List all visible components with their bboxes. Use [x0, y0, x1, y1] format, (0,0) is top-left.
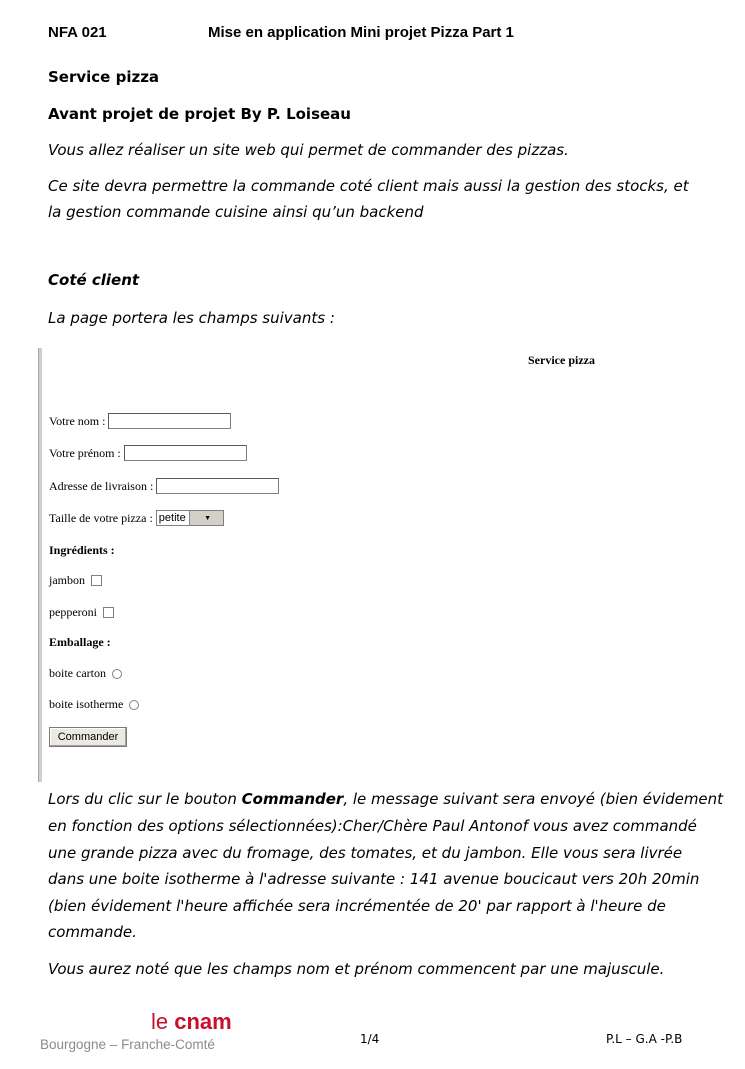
isotherme-row	[49, 697, 139, 712]
pepperoni-row	[49, 605, 114, 620]
carton-row	[49, 666, 122, 681]
isotherme-label: boite isotherme	[49, 697, 124, 711]
chevron-down-icon[interactable]: ▼	[189, 511, 223, 525]
description-line-1-end: , le message suivant sera envoyé (bien évidement	[343, 790, 724, 808]
footer-region: Bourgogne – Franche-Comté	[40, 1037, 215, 1052]
authors: P.L – G.A -P.B	[606, 1032, 683, 1046]
description-note: Vous aurez noté que les champs nom et prénom commencent par une majuscule.	[48, 960, 665, 978]
adresse-row	[49, 478, 279, 494]
intro-paragraph-2-line-2: la gestion commande cuisine ainsi qu’un backend	[48, 203, 424, 221]
isotherme-radio[interactable]	[129, 700, 139, 710]
course-code: NFA 021	[48, 24, 107, 41]
taille-row	[49, 510, 224, 526]
description-line-2: en fonction des options sélectionnées):Cher/Chère Paul Antonof vous avez commandé	[48, 817, 697, 835]
intro-subheading: Avant projet de projet By P. Loiseau	[48, 105, 351, 123]
pepperoni-checkbox[interactable]	[103, 607, 114, 618]
nom-label: Votre nom :	[49, 413, 106, 428]
description-line-4: dans une boite isotherme à l'adresse suivante : 141 avenue boucicaut vers 20h 20min	[48, 870, 700, 888]
prenom-input[interactable]	[124, 445, 247, 461]
description-line-6: commande.	[48, 923, 137, 941]
prenom-row	[49, 445, 247, 461]
logo-cnam: cnam	[174, 1009, 232, 1034]
emballage-heading: Emballage :	[49, 635, 111, 649]
description-line-1	[48, 786, 723, 813]
carton-radio[interactable]	[112, 669, 122, 679]
client-heading: Coté client	[48, 271, 140, 289]
form-frame-border	[38, 348, 42, 782]
prenom-label: Votre prénom :	[49, 445, 121, 460]
commander-button[interactable]: Commander	[49, 727, 127, 747]
intro-paragraph-2-line-1: Ce site devra permettre la commande coté client mais aussi la gestion des stocks, et	[48, 177, 689, 195]
logo-le: le	[151, 1009, 175, 1034]
adresse-input[interactable]	[156, 478, 279, 494]
intro-paragraph-1: Vous allez réaliser un site web qui permet de commander des pizzas.	[48, 141, 569, 159]
jambon-row	[49, 573, 102, 588]
taille-select[interactable]	[156, 510, 224, 526]
description-line-5: (bien évidement l'heure affichée sera incrémentée de 20' par rapport à l'heure de	[48, 897, 666, 915]
jambon-checkbox[interactable]	[91, 575, 102, 586]
taille-select-value: petite	[158, 512, 186, 524]
nom-row	[49, 413, 231, 429]
carton-label: boite carton	[49, 666, 106, 680]
jambon-label: jambon	[49, 573, 85, 587]
adresse-label: Adresse de livraison :	[49, 478, 154, 493]
page-number: 1/4	[360, 1032, 380, 1046]
description-line-1-start: Lors du clic sur le bouton	[48, 790, 242, 808]
document-title: Mise en application Mini projet Pizza Part 1	[208, 24, 514, 41]
pepperoni-label: pepperoni	[49, 605, 97, 619]
commander-reference: Commander	[241, 790, 344, 808]
nom-input[interactable]	[108, 413, 231, 429]
client-text: La page portera les champs suivants :	[48, 309, 335, 327]
description-line-3: une grande pizza avec du fromage, des tomates, et du jambon. Elle vous sera livrée	[48, 844, 683, 862]
cnam-logo	[151, 1009, 232, 1035]
ingredients-heading: Ingrédients :	[49, 543, 115, 557]
taille-label: Taille de votre pizza :	[49, 510, 153, 525]
form-title: Service pizza	[528, 353, 595, 367]
intro-heading: Service pizza	[48, 68, 160, 86]
